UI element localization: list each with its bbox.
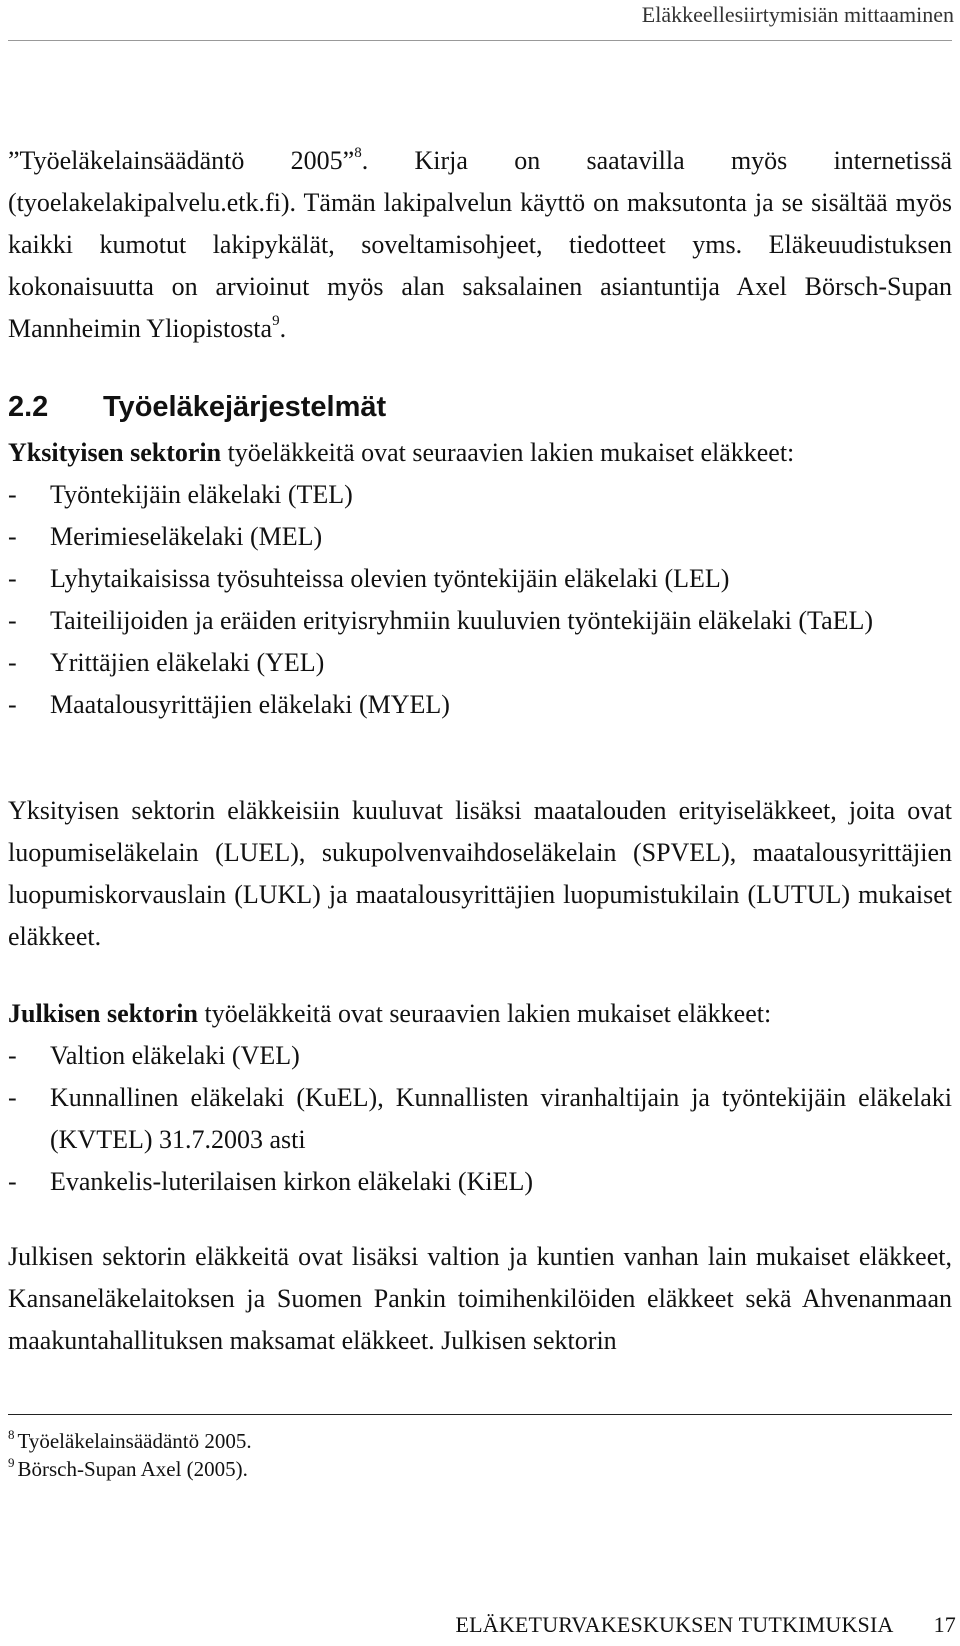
section-number: 2.2 (8, 391, 49, 423)
list-dash: - (8, 1167, 17, 1196)
intro-text-middle: . Kirja on saatavilla myös internetissä (tyoelakelakipalvelu.etk.fi). Tämän lakipalvelun käyttö on maksutonta ja se sisältää myös kaikki kumotut lakipykälät, soveltamisohjeet, tiedotteet yms. Eläkeuudistuksen kokonaisuutta on arvioinut myös alan saksalainen asiantuntija Axel Börsch-Supan Mannheimin Yliopistosta (8, 146, 952, 343)
public-sector-lead-rest: työeläkkeitä ovat seuraavien lakien mukaiset eläkkeet: (198, 999, 772, 1028)
footnotes (8, 1427, 252, 1483)
list-dash: - (8, 564, 17, 593)
public-sector-extra-paragraph: Julkisen sektorin eläkkeitä ovat lisäksi valtion ja kuntien vanhan lain mukaiset eläkkeet, Kansaneläkelaitoksen ja Suomen Pankin toimihenkilöiden eläkkeet sekä Ahvenanmaan maakuntahallituksen maksamat eläkkeet. Julkisen sektorin (8, 1242, 952, 1355)
list-dash: - (8, 1041, 17, 1070)
list-item-text: Valtion eläkelaki (VEL) (50, 1041, 300, 1070)
public-sector-law-list (8, 1035, 952, 1203)
header-rule (8, 40, 952, 41)
intro-paragraph (8, 140, 952, 350)
page-footer (455, 1612, 956, 1638)
list-item-text: Taiteilijoiden ja eräiden erityisryhmiin kuuluvien työntekijäin eläkelaki (TaEL) (50, 606, 874, 635)
footnote-text: Börsch-Supan Axel (2005). (17, 1457, 248, 1481)
list-item (8, 1035, 952, 1077)
private-sector-law-list (8, 474, 952, 726)
section-title: Työeläkejärjestelmät (103, 391, 387, 423)
private-sector-lead-bold: Yksityisen sektorin (8, 438, 222, 467)
footnote-text: Työeläkelainsäädäntö 2005. (17, 1429, 252, 1453)
list-item (8, 600, 952, 642)
list-item (8, 1077, 952, 1161)
list-item-text: Lyhytaikaisissa työsuhteissa olevien työntekijäin eläkelaki (LEL) (50, 564, 730, 593)
running-header: Eläkkeellesiirtymisiän mittaaminen (641, 2, 954, 27)
private-sector-block (8, 432, 952, 726)
private-sector-extra-paragraph: Yksityisen sektorin eläkkeisiin kuuluvat lisäksi maatalouden erityiseläkkeet, joita ovat luopumiseläkelain (LUEL), sukupolvenvaihdoseläkelain (SPVEL), maatalousyrittäjien luopumiskorvauslain (LUKL) ja maatalousyrittäjien luopumistukilain (LUTUL) mukaiset eläkkeet. (8, 796, 952, 951)
footnote-ref-9[interactable]: 9 (272, 313, 280, 329)
list-item (8, 1161, 952, 1203)
list-item (8, 684, 952, 726)
intro-text-end: . (279, 314, 287, 343)
list-dash: - (8, 1083, 17, 1112)
footnote-rule (8, 1414, 952, 1415)
list-dash: - (8, 522, 17, 551)
list-item (8, 474, 952, 516)
list-item-text: Työntekijäin eläkelaki (TEL) (50, 480, 353, 509)
footnote-8 (8, 1427, 252, 1455)
list-dash: - (8, 690, 17, 719)
list-item (8, 558, 952, 600)
footnote-number: 8 (8, 1427, 15, 1442)
private-sector-lead-rest: työeläkkeitä ovat seuraavien lakien mukaiset eläkkeet: (221, 438, 795, 467)
public-sector-block (8, 993, 952, 1203)
footnote-9 (8, 1455, 252, 1483)
private-sector-lead (8, 432, 952, 474)
list-dash: - (8, 606, 17, 635)
list-dash: - (8, 648, 17, 677)
intro-text-start: ”Työeläkelainsäädäntö 2005” (8, 146, 355, 175)
footer-publication: ELÄKETURVAKESKUKSEN TUTKIMUKSIA (455, 1612, 894, 1637)
list-item-text: Yrittäjien eläkelaki (YEL) (50, 648, 325, 677)
list-item-text: Maatalousyrittäjien eläkelaki (MYEL) (50, 690, 450, 719)
list-item-text: Kunnallinen eläkelaki (KuEL), Kunnallisten viranhaltijain ja työntekijäin eläkelaki (KVTEL) 31.7.2003 asti (50, 1083, 952, 1154)
public-sector-lead (8, 993, 952, 1035)
list-item-text: Merimieseläkelaki (MEL) (50, 522, 323, 551)
list-item-text: Evankelis-luterilaisen kirkon eläkelaki (KiEL) (50, 1167, 533, 1196)
public-sector-lead-bold: Julkisen sektorin (8, 999, 198, 1028)
list-item (8, 516, 952, 558)
section-heading (8, 387, 386, 427)
footnote-number: 9 (8, 1455, 15, 1470)
page-number: 17 (933, 1612, 956, 1637)
list-item (8, 642, 952, 684)
footnote-ref-8[interactable]: 8 (354, 145, 362, 161)
list-dash: - (8, 480, 17, 509)
